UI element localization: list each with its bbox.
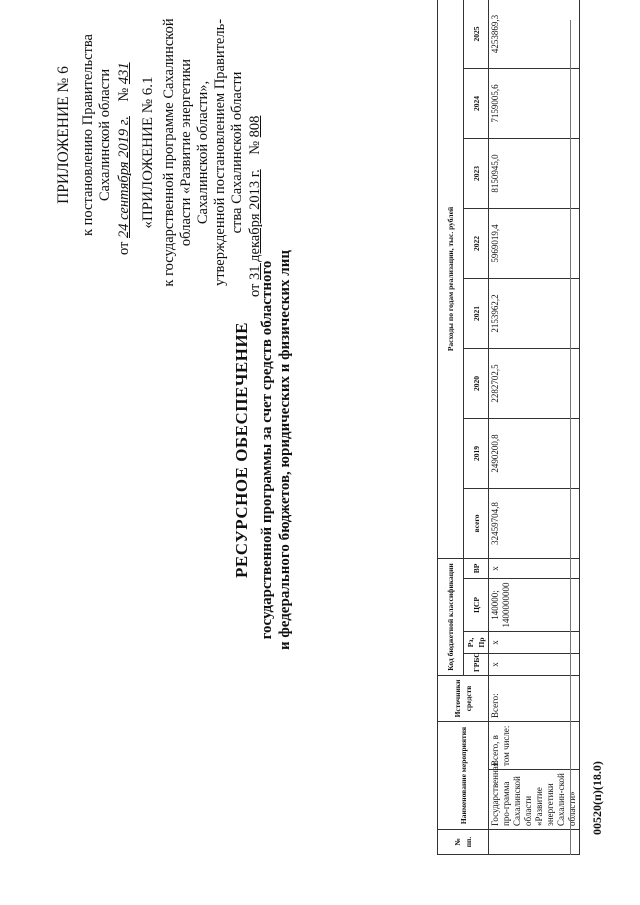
cell-2023: 8150945,0	[489, 138, 580, 208]
cell-source: Всего:	[489, 675, 580, 721]
appendix-prev-line: к государственной программе Сахалинской	[161, 18, 177, 287]
header-2023: 2023	[464, 138, 489, 208]
cell-rzpr: х	[489, 631, 580, 653]
header-2025: 2025	[464, 0, 489, 68]
page-title: РЕСУРСНОЕ ОБЕСПЕЧЕНИЕ	[232, 322, 251, 578]
appendix-prev-title: «ПРИЛОЖЕНИЕ № 6.1	[140, 76, 156, 229]
table-row-divider	[570, 20, 571, 855]
cell-2019: 2490200,8	[489, 418, 580, 488]
cell-sub: Всего, в том числе:	[489, 721, 580, 769]
header-2021: 2021	[464, 278, 489, 348]
appendix-date: 24 сентября 2019 г.	[116, 116, 132, 238]
cell-2025: 4253869,3	[489, 0, 580, 68]
appendix-line-2: Сахалинской области	[97, 68, 113, 202]
header-2024: 2024	[464, 68, 489, 138]
appendix-line-1: к постановлению Правительства	[80, 34, 96, 236]
cell-grbs: х	[489, 653, 580, 675]
appendix-number: 431	[116, 62, 132, 85]
cell-num	[489, 830, 580, 855]
cell-name: Государственная про-грамма Сахалинской области «Развитие энергетики Сахалин-ской области»	[489, 770, 580, 830]
cell-2020: 2282702,5	[489, 348, 580, 418]
appendix-prev-date-line: от 31 декабря 2013 г. № 808	[247, 115, 263, 297]
cell-total: 32459704,8	[489, 488, 580, 558]
title-line-2: государственной программы за счет средств областного	[259, 260, 275, 640]
header-csr: ЦСР	[464, 578, 489, 631]
resource-table	[437, 0, 580, 855]
appendix-title: ПРИЛОЖЕНИЕ № 6	[55, 66, 72, 204]
cell-vr: х	[489, 558, 580, 578]
header-vr: ВР	[464, 558, 489, 578]
header-source: Источники средств	[438, 675, 489, 721]
appendix-prev-line: области «Развитие энергетики	[178, 58, 194, 247]
header-name: Наименование мероприятия	[438, 721, 489, 829]
header-num: № пп.	[438, 830, 489, 855]
cell-csr: 140000; 1400000000	[489, 578, 580, 631]
header-total: всего	[464, 488, 489, 558]
header-2020: 2020	[464, 348, 489, 418]
title-line-3: и федерального бюджетов, юридических и физических лиц	[277, 250, 293, 651]
title-block	[232, 225, 294, 675]
appendix-prev-number: 808	[247, 115, 263, 138]
header-budget-code: Код бюджетной классификации	[438, 558, 464, 675]
header-expenses: Расходы по годам реализации, тыс. рублей	[438, 0, 464, 558]
cell-2024: 7159005,6	[489, 68, 580, 138]
appendix-prev-line: утвержденной постановлением Правитель-	[212, 18, 228, 287]
table-row	[489, 0, 580, 855]
appendix-date-line: от 24 сентября 2019 г. № 431	[116, 62, 132, 255]
cell-2022: 5969019,4	[489, 208, 580, 278]
header-2022: 2022	[464, 208, 489, 278]
cell-2021: 2153962,2	[489, 278, 580, 348]
document-code: 00520(п)(18.0)	[590, 761, 604, 835]
header-grbs: ГРБС	[464, 653, 489, 675]
header-rzpr: Рз, Пр	[464, 631, 489, 653]
header-2019: 2019	[464, 418, 489, 488]
appendix-prev-line: ства Сахалинской области	[229, 71, 245, 234]
appendix-prev-date: 31 декабря 2013 г.	[247, 169, 263, 280]
appendix-prev-line: Сахалинской области»,	[195, 80, 211, 225]
appendix-block	[55, 5, 133, 265]
